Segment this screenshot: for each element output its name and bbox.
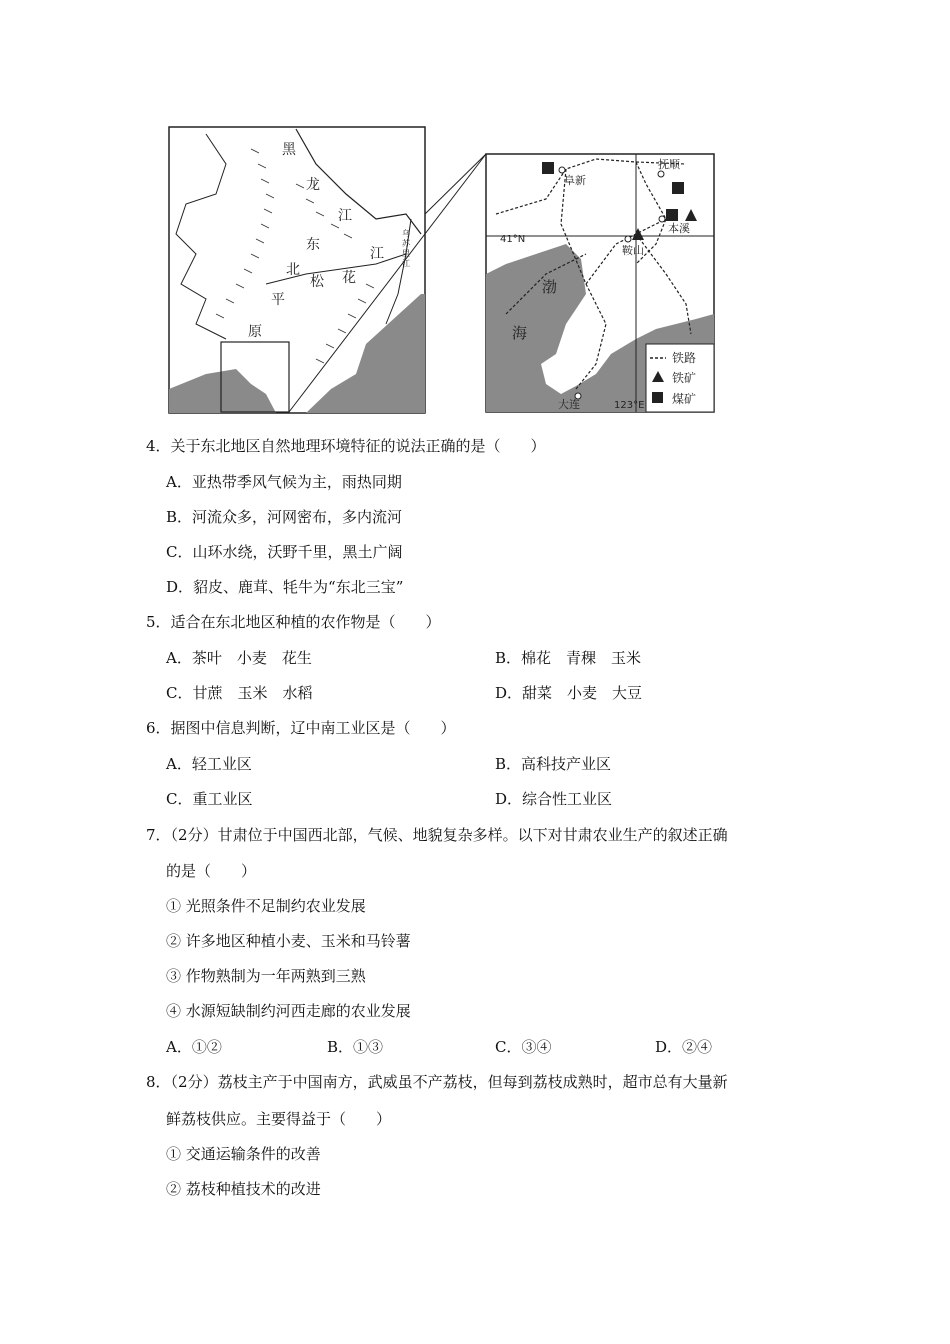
left-label-4: 北: [286, 262, 300, 278]
city-label-2: 本溪: [668, 222, 690, 235]
q5-option-b[interactable]: B．棉花 青稞 玉米: [495, 649, 642, 667]
left-label-13: 江: [402, 259, 410, 268]
left-label-1: 龙: [306, 177, 320, 193]
legend-label-0: 铁路: [672, 351, 697, 365]
left-label-11: 苏: [402, 239, 410, 248]
q4-option-b[interactable]: B．河流众多，河网密布，多内流河: [166, 508, 403, 526]
city-dot-fuxin: [559, 167, 565, 173]
q6-option-a[interactable]: A．轻工业区: [166, 755, 252, 773]
q4-stem: 4．关于东北地区自然地理环境特征的说法正确的是（ ）: [146, 437, 546, 455]
q8-statement-2: ② 荔枝种植技术的改进: [166, 1180, 321, 1198]
q7-option-d[interactable]: D．②④: [655, 1038, 713, 1056]
sea-label-0: 渤: [542, 278, 558, 296]
q7-stem-line-1: 7．（2分）甘肃位于中国西北部，气候、地貌复杂多样。以下对甘肃农业生产的叙述正确: [146, 826, 728, 844]
left-label-8: 平: [271, 292, 285, 308]
legend-label-1: 铁矿: [672, 371, 697, 385]
q5-stem: 5．适合在东北地区种植的农作物是（ ）: [146, 613, 441, 631]
city-dot-anshan: [625, 236, 631, 242]
q7-option-c[interactable]: C．③④: [495, 1038, 552, 1056]
left-label-9: 原: [248, 324, 262, 340]
left-label-12: 里: [402, 249, 410, 258]
left-label-5: 松: [310, 274, 324, 290]
coal-mine-fushun: [672, 182, 684, 194]
left-label-7: 江: [370, 246, 384, 262]
left-label-10: 乌: [402, 229, 410, 238]
longitude-label: 123°E: [614, 400, 645, 411]
q6-stem: 6．据图中信息判断，辽中南工业区是（ ）: [146, 719, 456, 737]
left-label-6: 花: [342, 270, 356, 286]
q7-statement-4: ④ 水源短缺制约河西走廊的农业发展: [166, 1002, 411, 1020]
q6-option-c[interactable]: C．重工业区: [166, 790, 253, 808]
q6-option-b[interactable]: B．高科技产业区: [495, 755, 612, 773]
q4-option-c[interactable]: C．山环水绕，沃野千里，黑土广阔: [166, 543, 403, 561]
left-label-2: 江: [338, 208, 352, 224]
q6-option-d[interactable]: D．综合性工业区: [495, 790, 613, 808]
q7-statement-2: ② 许多地区种植小麦、玉米和马铃薯: [166, 932, 411, 950]
q5-option-d[interactable]: D．甜菜 小麦 大豆: [495, 684, 643, 702]
q8-statement-1: ① 交通运输条件的改善: [166, 1145, 321, 1163]
left-label-0: 黑: [282, 142, 296, 158]
q7-statement-1: ① 光照条件不足制约农业发展: [166, 897, 366, 915]
q7-statement-3: ③ 作物熟制为一年两熟到三熟: [166, 967, 366, 985]
q5-option-a[interactable]: A．茶叶 小麦 花生: [166, 649, 312, 667]
city-label-1: 抚顺: [658, 158, 680, 171]
left-label-3: 东: [306, 237, 320, 253]
coal-mine-fuxin: [542, 162, 554, 174]
q7-option-b[interactable]: B．①③: [327, 1038, 384, 1056]
q4-option-d[interactable]: D．貂皮、鹿茸、牦牛为“东北三宝”: [166, 578, 404, 596]
latitude-label: 41°N: [500, 234, 526, 245]
city-dot-fushun: [658, 171, 664, 177]
q7-option-a[interactable]: A．①②: [166, 1038, 222, 1056]
legend-label-2: 煤矿: [672, 392, 697, 406]
legend-coal-symbol: [652, 392, 663, 403]
sea-label-1: 海: [512, 324, 528, 342]
q8-stem-line-1: 8．（2分）荔枝主产于中国南方，武威虽不产荔枝，但每到荔枝成熟时，超市总有大量新: [146, 1073, 728, 1091]
map-svg: [166, 124, 718, 416]
q7-stem-line-2: 的是（ ）: [166, 862, 257, 880]
map-figure: [166, 124, 718, 416]
city-dot-benxi: [659, 216, 665, 222]
q4-option-a[interactable]: A．亚热带季风气候为主，雨热同期: [166, 473, 402, 491]
connector-line-2: [425, 154, 486, 214]
q5-option-c[interactable]: C．甘蔗 玉米 水稻: [166, 684, 313, 702]
coal-mine-benxi: [666, 209, 678, 221]
city-label-3: 鞍山: [622, 244, 644, 257]
city-label-0: 阜新: [564, 174, 586, 187]
q8-stem-line-2: 鲜荔枝供应。主要得益于（ ）: [166, 1110, 392, 1128]
city-label-4: 大连: [558, 398, 580, 411]
